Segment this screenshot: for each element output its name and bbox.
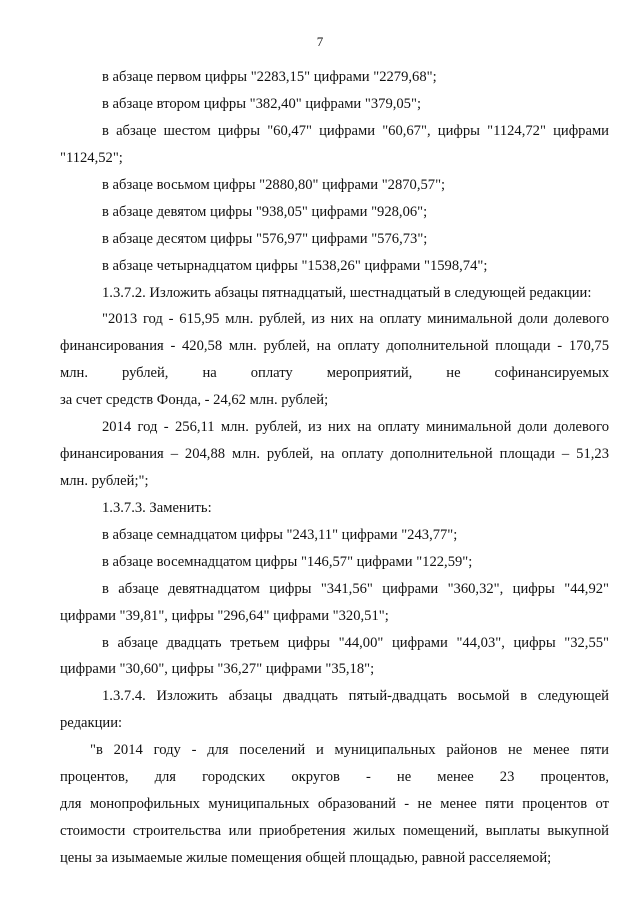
- text-line-15: финансирования – 204,88 млн. рублей, на оплату дополнительной площади – 51,23: [60, 446, 609, 462]
- text-line-23: цифрами "30,60", цифры "36,27" цифрами "35,18";: [60, 661, 375, 677]
- page-number: 7: [316, 34, 324, 49]
- text-line-14: 2014 год - 256,11 млн. рублей, из них на оплату минимальной доли долевого: [102, 419, 609, 435]
- text-line-19: в абзаце восемнадцатом цифры "146,57" цифрами "122,59";: [102, 554, 473, 570]
- text-line-30: цены за изымаемые жилые помещения общей площадью, равной расселяемой;: [60, 850, 552, 866]
- text-line-25: редакции:: [60, 715, 123, 731]
- text-line-18: в абзаце семнадцатом цифры "243,11" цифрами "243,77";: [102, 527, 458, 543]
- text-line-20: в абзаце девятнадцатом цифры "341,56" цифрами "360,32", цифры "44,92": [102, 581, 609, 597]
- text-line-26: "в 2014 году - для поселений и муниципальных районов не менее пяти: [90, 742, 609, 758]
- text-line-22: в абзаце двадцать третьем цифры "44,00" цифрами "44,03", цифры "32,55": [102, 635, 609, 651]
- text-line-2: в абзаце втором цифры "382,40" цифрами "379,05";: [102, 96, 421, 112]
- text-line-11: финансирования - 420,58 млн. рублей, на оплату дополнительной площади - 170,75: [60, 338, 609, 354]
- text-line-21: цифрами "39,81", цифры "296,64" цифрами "320,51";: [60, 608, 389, 624]
- text-line-28: для монопрофильных муниципальных образований - не менее пяти процентов от: [60, 796, 609, 812]
- text-line-4: "1124,52";: [60, 150, 123, 166]
- text-line-7: в абзаце десятом цифры "576,97" цифрами "576,73";: [102, 231, 428, 247]
- text-line-3: в абзаце шестом цифры "60,47" цифрами "60,67", цифры "1124,72" цифрами: [102, 123, 609, 139]
- text-line-8: в абзаце четырнадцатом цифры "1538,26" цифрами "1598,74";: [102, 258, 488, 274]
- section-1-3-7-3: 1.3.7.3. Заменить:: [102, 500, 212, 516]
- text-line-29: стоимости строительства или приобретения жилых помещений, выплаты выкупной: [60, 823, 609, 839]
- text-line-16: млн. рублей;";: [60, 473, 149, 489]
- section-1-3-7-2: 1.3.7.2. Изложить абзацы пятнадцатый, шестнадцатый в следующей редакции:: [102, 285, 592, 301]
- text-line-6: в абзаце девятом цифры "938,05" цифрами "928,06";: [102, 204, 428, 220]
- text-line-5: в абзаце восьмом цифры "2880,80" цифрами "2870,57";: [102, 177, 446, 193]
- section-1-3-7-4: 1.3.7.4. Изложить абзацы двадцать пятый-двадцать восьмой в следующей: [102, 688, 609, 704]
- text-line-10: "2013 год - 615,95 млн. рублей, из них на оплату минимальной доли долевого: [102, 311, 609, 327]
- text-line-1: в абзаце первом цифры "2283,15" цифрами "2279,68";: [102, 69, 437, 85]
- text-line-12: млн. рублей, на оплату мероприятий, не софинансируемых: [60, 365, 609, 381]
- text-line-27: процентов, для городских округов - не менее 23 процентов,: [60, 769, 609, 785]
- text-line-13: за счет средств Фонда, - 24,62 млн. рублей;: [60, 392, 329, 408]
